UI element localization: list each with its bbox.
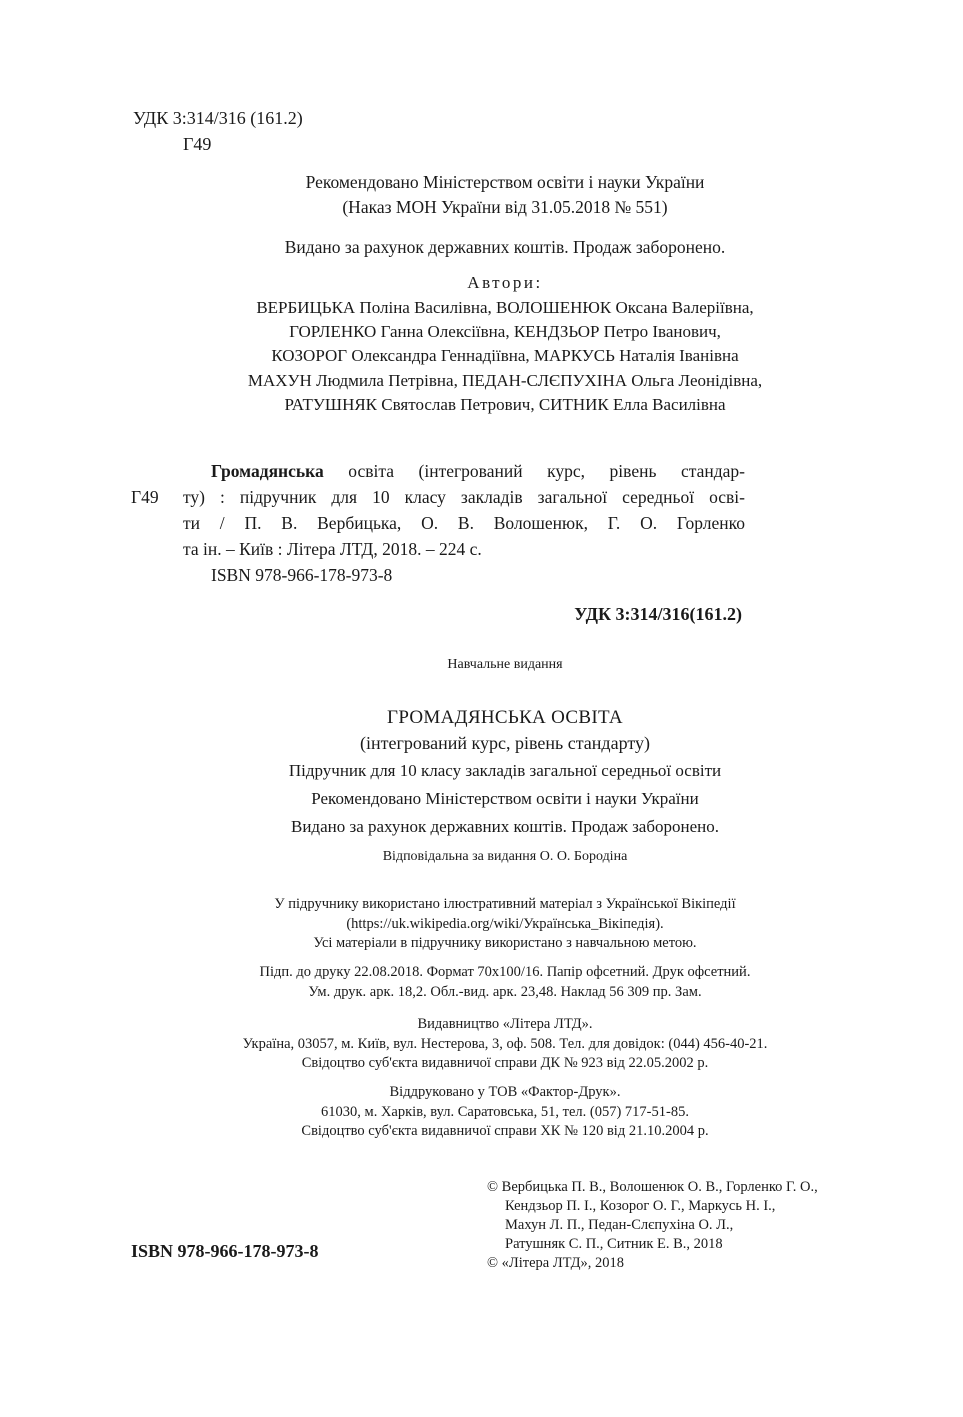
- authors-line: МАХУН Людмила Петрівна, ПЕДАН-СЛЄПУХІНА Ольга Леонідівна,: [247, 370, 763, 390]
- responsible-editor: Відповідальна за видання О. О. Бородіна: [382, 849, 628, 864]
- bib-line: [183, 458, 745, 484]
- publisher-info: [160, 1015, 850, 1074]
- wiki-note: [160, 895, 850, 954]
- printer-line: 61030, м. Харків, вул. Саратовська, 51, тел. (057) 717-51-85.: [321, 1103, 689, 1120]
- library-code: Г49: [183, 134, 212, 154]
- print-line: Підп. до друку 22.08.2018. Формат 70х100/16. Папір офсетний. Друк офсетний.: [259, 964, 751, 980]
- udk-header: [133, 105, 303, 157]
- bib-line: та ін. – Київ : Літера ЛТД, 2018. – 224 с.: [183, 539, 482, 559]
- authors-line: РАТУШНЯК Святослав Петрович, СИТНИК Елла Василівна: [284, 394, 726, 414]
- bib-line: ти / П. В. Вербицька, О. В. Волошенюк, Г. О. Горленко: [183, 513, 745, 533]
- textbook-line: Підручник для 10 класу закладів загальної середньої освіти: [288, 761, 722, 780]
- copyright-line: Махун Л. П., Педан-Слєпухіна О. Л.,: [505, 1217, 734, 1233]
- funded-repeat: Видано за рахунок державних коштів. Продаж заборонено.: [291, 817, 719, 836]
- bib-line-rest: освіта (інтегрований курс, рівень стандар-: [323, 461, 745, 481]
- printer-line: Віддруковано у ТОВ «Фактор-Друк».: [389, 1084, 621, 1100]
- bib-line: ту) : підручник для 10 класу закладів загальної середньої осві-: [183, 487, 745, 507]
- ministry-recommendation: [240, 170, 770, 220]
- funded-notice: Видано за рахунок державних коштів. Продаж заборонено.: [284, 237, 726, 257]
- udk-code: УДК 3:314/316 (161.2): [133, 108, 303, 128]
- publisher-line: Україна, 03057, м. Київ, вул. Нестерова, 3, оф. 508. Тел. для довідок: (044) 456-40-21.: [242, 1035, 768, 1052]
- copyright-line: Ратушняк С. П., Ситник Е. В., 2018: [505, 1236, 723, 1252]
- wiki-line: У підручнику використано ілюстративний матеріал з Української Вікіпедії: [274, 896, 736, 912]
- publisher-line: Видавництво «Літера ЛТД».: [417, 1016, 593, 1032]
- recommendation-repeat: Рекомендовано Міністерством освіти і науки України: [311, 789, 699, 808]
- wiki-line: Усі матеріали в підручнику використано з навчальною метою.: [313, 935, 697, 951]
- copyright-block: [487, 1178, 818, 1273]
- authors-line: ВЕРБИЦЬКА Поліна Василівна, ВОЛОШЕНЮК Оксана Валеріївна,: [256, 298, 754, 317]
- copyright-line: © «Літера ЛТД», 2018: [487, 1255, 625, 1271]
- copyright-line: © Вербицька П. В., Волошенюк О. В., Горленко Г. О.,: [487, 1179, 818, 1195]
- bib-title-bold: Громадянська: [211, 461, 324, 481]
- printer-line: Свідоцтво суб'єкта видавничої справи ХК № 120 від 21.10.2004 р.: [301, 1123, 709, 1139]
- bib-side-code: Г49: [131, 487, 159, 507]
- authors-list: [180, 296, 830, 417]
- print-line: Ум. друк. арк. 18,2. Обл.-вид. арк. 23,48. Наклад 56 309 пр. Зам.: [308, 983, 702, 1000]
- printer-info: [160, 1083, 850, 1142]
- copyright-line: Кендзьор П. І., Козорог О. Г., Маркусь Н. І.,: [505, 1198, 776, 1214]
- isbn-bottom: ISBN 978-966-178-973-8: [131, 1241, 319, 1261]
- recommendation-line: Рекомендовано Міністерством освіти і науки України: [305, 172, 705, 192]
- authors-line: КОЗОРОГ Олександра Геннадіївна, МАРКУСЬ Наталія Іванівна: [271, 346, 739, 366]
- authors-label: Автори:: [467, 273, 543, 292]
- book-subtitle: (інтегрований курс, рівень стандарту): [360, 733, 650, 753]
- authors-line: ГОРЛЕНКО Ганна Олексіївна, КЕНДЗЬОР Петро Іванович,: [289, 322, 721, 342]
- print-info: [160, 963, 850, 1002]
- bibliographic-record: [183, 458, 745, 588]
- edition-type: Навчальне видання: [447, 657, 563, 672]
- udk-right: УДК 3:314/316(161.2): [574, 604, 742, 624]
- bib-isbn: ISBN 978-966-178-973-8: [211, 565, 393, 585]
- publisher-line: Свідоцтво суб'єкта видавничої справи ДК № 923 від 22.05.2002 р.: [301, 1055, 709, 1071]
- wiki-line: (https://uk.wikipedia.org/wiki/Українська_Вікіпедія).: [346, 915, 664, 932]
- order-line: (Наказ МОН України від 31.05.2018 № 551): [342, 197, 668, 217]
- book-title: ГРОМАДЯНСЬКА ОСВІТА: [387, 707, 623, 728]
